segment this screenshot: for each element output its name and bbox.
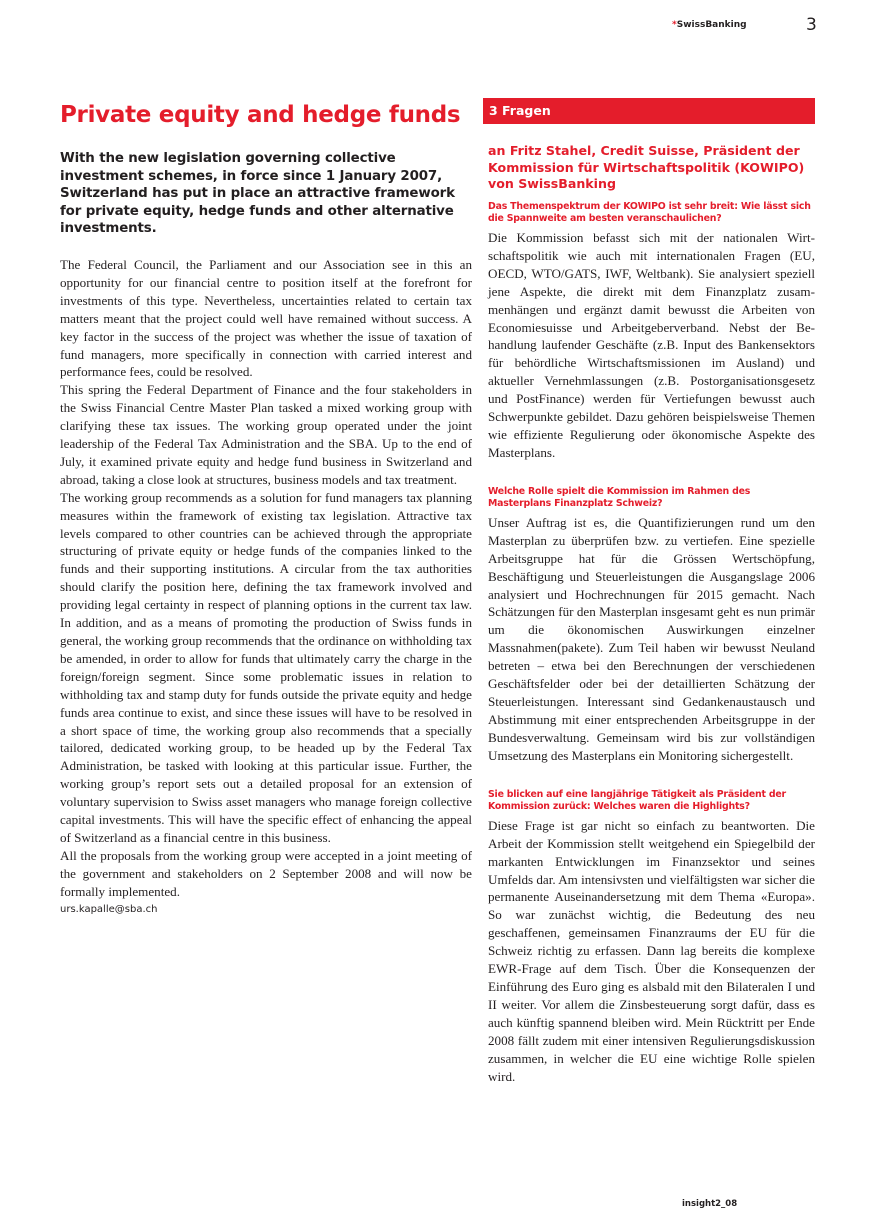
- answer: Diese Frage ist gar nicht so einfach zu beantworten. Die Arbeit der Kommission stellt weitgehend ein Spiegelbild der markanten Entwicklungen im Finanzsektor und seines Umfelds dar. Am intensivsten und vielfältigsten war sicher die permanente Auseinandersetzung mit dem Thema «Europa». So war zunächst wichtig, die Bedeutung des neu geschaffenen, gemeinsamen Finanzraums der EU für die Schweiz richtig zu erfassen. Dann lag bereits die komplexe EWR-Frage auf dem Tisch. Über die Konsequenzen der Einführung des Euro ging es alsbald mit den Bilateralen I und II weiter. Vor allem die Zinsbesteuerung sorgt dafür, dass es auch künftig spannend bleiben wird. Mein Rücktritt per Ende 2008 fällt zudem mit einer intensiven Regulierungsdiskussion zusammen, in welcher die EU eine wichtige Rolle spielen wird.: [488, 817, 815, 1084]
- interviewee-heading: an Fritz Stahel, Credit Suisse, Präsident der Kommission für Wirtschaftspolitik (KOWIPO) von SwissBanking: [488, 143, 805, 192]
- qa-item: [483, 789, 815, 1086]
- page-number: 3: [806, 15, 817, 35]
- article-paragraph: The working group recommends as a solution for fund managers tax planning measures within the framework of existing tax legislation. Attractive tax levels compared to other countries can be achieved through the appropriate structuring of private equity or hedge funds of the companies linked to the funds and their supporting institutions. A circular from the tax authorities should clarify the position here, defining the tax framework involved and providing legal certainty in respect of planning options in the current tax law. In addition, and as a means of promoting the production of Swiss funds in general, the working group recommends that the ordinance on withholding tax be amended, in order to allow for funds that ultimately carry the charge in the foreign/foreign segment. Since some problematic issues in relation to withholding tax and stamp duty for funds outside the private equity and hedge funds area continue to exist, and since these issues will have to be resolved in a short space of time, the working group also recommends that a specially tailored, dedicated working group, to be headed up by the Federal Tax Administration, be tasked with looking at this particular issue. Further, the working group’s report sets out a detailed proposal for an extension of voluntary supervision to Swiss asset managers who manage foreign collective capital investments. This will have the specific effect of enhancing the appeal of Switzerland as a financial centre in this business.: [60, 489, 472, 845]
- article-title: Private equity and hedge funds: [60, 102, 461, 128]
- article-paragraph: All the proposals from the working group were accepted in a joint meeting of the government and stakeholders on 2 September 2008 and will now be formally implemented.: [60, 847, 472, 899]
- answer: Die Kommission befasst sich mit der nationalen Wirtschaftspolitik wie auch mit internationalen Fragen (EU, OECD, WTO/GATS, IWF, Weltbank). Sie analysiert speziell jene Aspekte, die direkt mit dem Finanzplatz zusammenhängen und ergänzt damit bewusst die Arbeiten von Economiesuisse und Arbeitgeberverband. Nebst der Behandlung laufender Geschäfte (z.B. Input des Bankensektors für behördliche Wirtschaftsmissionen im Ausland) und aktueller Vernehmlassungen (z.B. Postorganisationsgesetz und PostFinance) werden für Vertiefungen bewusst auch Schwerpunkte gebildet. Dazu gehören beispielsweise Themen wie effiziente Regulierung oder ökonomische Aspekte des Masterplans.: [488, 229, 815, 460]
- article-paragraph: This spring the Federal Department of Finance and the four stakeholders in the Swiss Financial Centre Master Plan tasked a mixed working group with clarifying these tax issues. The working group operated under the joint leadership of the Federal Tax Administration and the SBA. Up to the end of July, it examined private equity and hedge fund business in Switzerland and abroad, taking a close look at structures, business models and tax treatment.: [60, 382, 472, 487]
- article-column: [60, 100, 472, 916]
- article-body: [60, 256, 472, 901]
- issue-footer: insight2_08: [682, 1199, 738, 1209]
- brand-name: SwissBanking: [676, 20, 747, 30]
- answer: Unser Auftrag ist es, die Quantifizierungen rund um den Masterplan zu überprüfen bzw. zu vertiefen. Eine spezielle Arbeitsgruppe hat für die Grössen Wertschöpfung, Beschäftigung und Steuerleistungen die Ausgangslage 2006 analysiert und Hochrechnungen für 2015 gemacht. Nach Schätzungen für den Masterplan insgesamt geht es nun primär um die ökonomischen Auswirkungen einzelner Massnahmen(pakete). Zum Teil haben wir bewusst Neuland betreten – etwa bei den Berechnungen der verschiedenen Geschäftsfelder oder bei der detaillierten Schätzung der Steuerleistungen. Interessant sind Gedankenaustausch und Abstimmung mit einer entsprechenden Arbeitsgruppe in der Bundesverwaltung. Gemeinsam wird bis zur vollständigen Umsetzung des Masterplans ein Monitoring sichergestellt.: [488, 514, 815, 763]
- question: Welche Rolle spielt die Kommission im Rahmen des Masterplans Finanzplatz Schweiz?: [488, 485, 751, 510]
- question: Sie blicken auf eine langjährige Tätigkeit als Präsident der Kommission zurück: Welches waren die Highlights?: [488, 788, 786, 813]
- spacer: [483, 462, 815, 486]
- author-email[interactable]: urs.kapalle@sba.ch: [60, 903, 158, 915]
- brand-asterisk: *: [672, 20, 677, 30]
- article-lead: With the new legislation governing collective investment schemes, in force since 1 January 2007, Switzerland has put in place an attractive framework for private equity, hedge funds and other alternative investments.: [60, 151, 455, 237]
- brand-logo: [672, 20, 747, 30]
- qa-item: [483, 201, 815, 462]
- section-label-bar: 3 Fragen: [483, 98, 815, 124]
- spacer: [483, 765, 815, 789]
- article-paragraph: The Federal Council, the Parliament and our Association see in this an opportunity for our financial centre to position itself at the forefront for investments of this type. Nevertheless, uncertainties related to certain tax matters meant that the project could well have remained without success. A key factor in the success of the project was whether the issue of taxation of fund managers, more specifically in connection with carried interest and performance fees, could be resolved.: [60, 256, 472, 380]
- question: Das Themenspektrum der KOWIPO ist sehr breit: Wie lässt sich die Spannweite am besten veranschaulichen?: [488, 200, 811, 225]
- qa-item: [483, 486, 815, 765]
- interview-column: [483, 98, 815, 1085]
